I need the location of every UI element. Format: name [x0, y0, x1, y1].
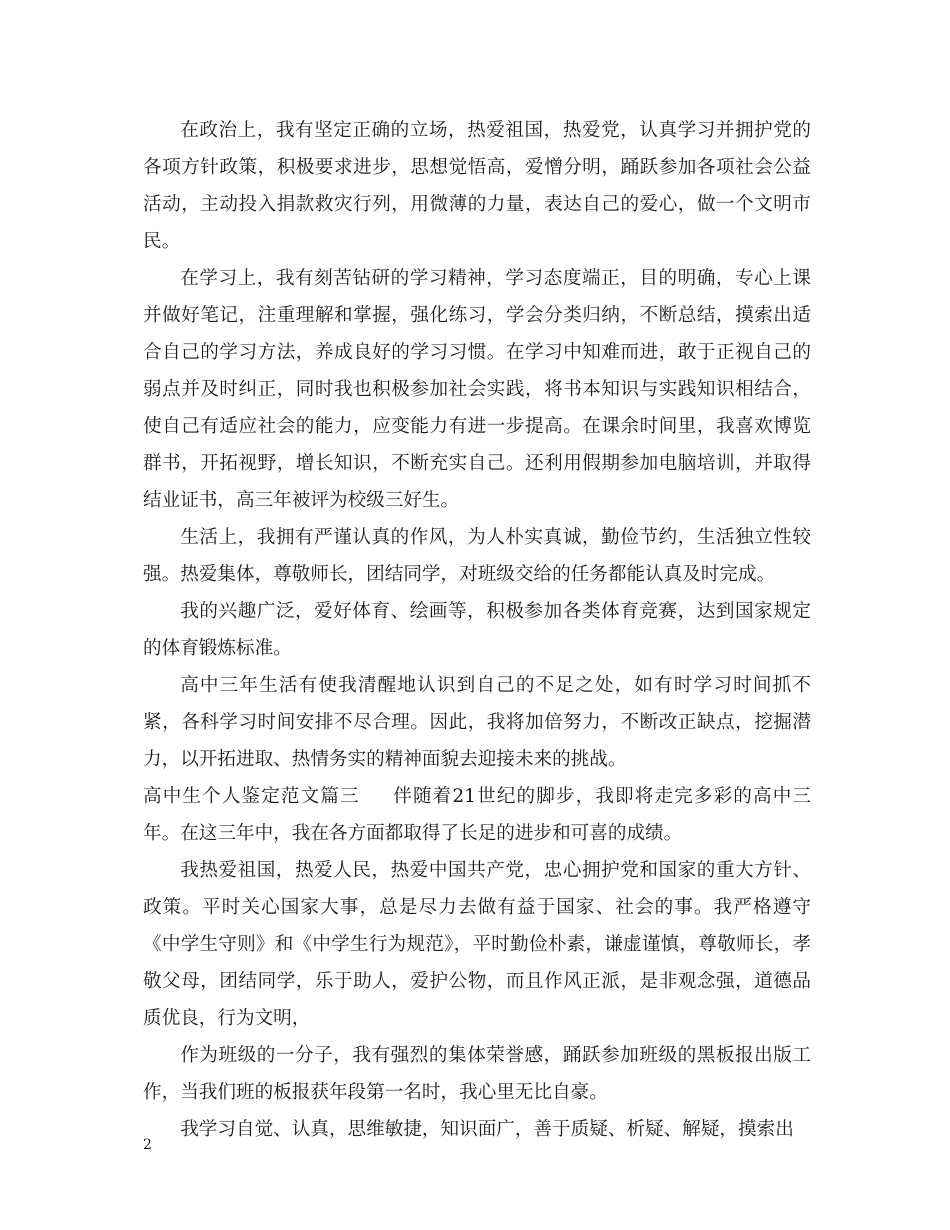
paragraph-interests: 我的兴趣广泛，爱好体育、绘画等，积极参加各类体育竞赛，达到国家规定的体育锻炼标准。 — [143, 601, 811, 659]
document-body — [143, 112, 811, 1148]
paragraph-class-member: 作为班级的一分子，我有强烈的集体荣誉感，踊跃参加班级的黑板报出版工作，当我们班的板报获年段第一名时，我心里无比自豪。 — [143, 1045, 811, 1103]
paragraph-politics: 在政治上，我有坚定正确的立场，热爱祖国，热爱党，认真学习并拥护党的各项方针政策，积极要求进步，思想觉悟高，爱憎分明，踊跃参加各项社会公益活动，主动投入捐款救灾行列，用微薄的力量，表达自己的爱心，做一个文明市民。 — [143, 120, 811, 252]
paragraph-patriotism: 我热爱祖国，热爱人民，热爱中国共产党，忠心拥护党和国家的重大方针、政策。平时关心国家大事，总是尽力去做有益于国家、社会的事。我严格遵守《中学生守则》和《中学生行为规范》，平时勤俭朴素，谦虚谨慎，尊敬师长，孝敬父母，团结同学，乐于助人，爱护公物，而且作风正派，是非观念强，道德品质优良，行为文明， — [143, 860, 811, 1029]
paragraph-life: 生活上，我拥有严谨认真的作风，为人朴实真诚，勤俭节约，生活独立性较强。热爱集体，尊敬师长，团结同学，对班级交给的任务都能认真及时完成。 — [143, 527, 811, 585]
page-number: 2 — [143, 1137, 152, 1153]
paragraph-learning-habits: 我学习自觉、认真，思维敏捷，知识面广，善于质疑、析疑、解疑，摸索出 — [180, 1119, 794, 1140]
section-intro: 伴随着21世纪的脚步，我即将走完多彩的高中三年。在这三年中，我在各方面都取得了长足的进步和可喜的成绩。 — [143, 786, 811, 844]
section-three-paragraph — [143, 778, 811, 852]
section-heading: 高中生个人鉴定范文篇三 — [143, 786, 360, 807]
paragraph-shortcomings: 高中三年生活有使我清醒地认识到自己的不足之处，如有时学习时间抓不紧，各科学习时间安排不尽合理。因此，我将加倍努力，不断改正缺点，挖掘潜力，以开拓进取、热情务实的精神面貌去迎接未来的挑战。 — [143, 675, 811, 770]
paragraph-study: 在学习上，我有刻苦钻研的学习精神，学习态度端正，目的明确，专心上课并做好笔记，注重理解和掌握，强化练习，学会分类归纳，不断总结，摸索出适合自己的学习方法，养成良好的学习习惯。在学习中知难而进，敢于正视自己的弱点并及时纠正，同时我也积极参加社会实践，将书本知识与实践知识相结合，使自己有适应社会的能力，应变能力有进一步提高。在课余时间里，我喜欢博览群书，开拓视野，增长知识，不断充实自己。还利用假期参加电脑培训，并取得结业证书，高三年被评为校级三好生。 — [143, 268, 811, 511]
